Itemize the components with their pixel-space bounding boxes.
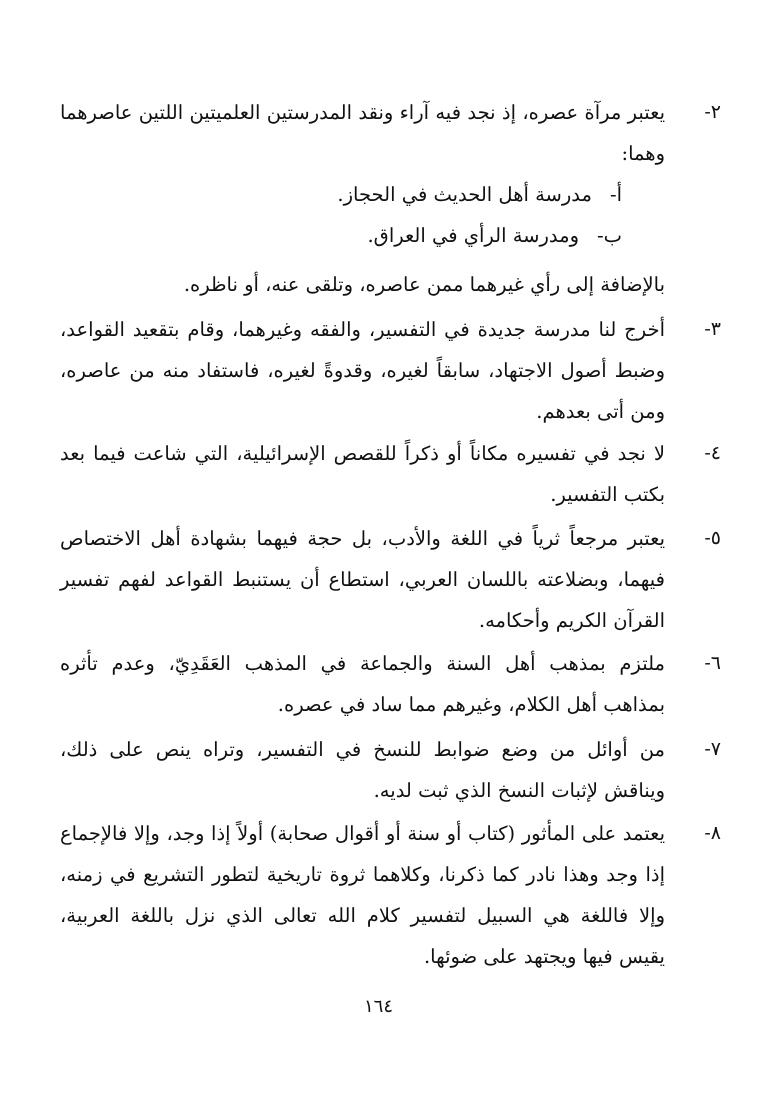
item-number: ٥- bbox=[704, 527, 721, 549]
list-item-2 bbox=[60, 92, 721, 174]
sub-item-a bbox=[337, 174, 622, 215]
sub-item-letter: أ- bbox=[609, 183, 622, 206]
item-number: ٢- bbox=[704, 101, 721, 123]
paragraph-text: بالإضافة إلى رأي غيرهما ممن عاصره، وتلقى عنه، أو ناظره. bbox=[183, 273, 665, 296]
item-text: من أوائل من وضع ضوابط للنسخ في التفسير، وتراه ينص على ذلك، ويناقش لإثبات النسخ الذي ثبت لديه. bbox=[60, 738, 665, 802]
item-text: يعتبر مرجعاً ثرياً في اللغة والأدب، بل حجة فيهما بشهادة أهل الاختصاص فيهما، وبضلاعته باللسان العربي، استطاع أن يستنبط القواعد لفهم تفسير القرآن الكريم وأحكامه. bbox=[60, 527, 665, 632]
paragraph-addition bbox=[184, 264, 665, 305]
list-item-7 bbox=[60, 729, 721, 811]
page-number: ١٦٤ bbox=[363, 996, 393, 1017]
sub-item-text: مدرسة أهل الحديث في الحجاز. bbox=[337, 183, 592, 206]
sub-item-text: ومدرسة الرأي في العراق. bbox=[367, 224, 580, 247]
item-number: ٤- bbox=[704, 442, 721, 464]
item-number: ٣- bbox=[704, 318, 721, 340]
list-item-8 bbox=[60, 813, 721, 977]
item-text: يعتمد على المأثور (كتاب أو سنة أو أقوال صحابة) أولاً إذا وجد، وإلا فالإجماع إذا وجد وهذا نادر كما ذكرنا، وكلاهما ثروة تاريخية لتطور التشريع في زمنه، وإلا فاللغة هي السبيل لتفسير كلام الله تعالى الذي نزل باللغة العربية، يقيس فيها ويجتهد على ضوئها. bbox=[60, 822, 665, 968]
list-item-5 bbox=[60, 518, 721, 641]
item-text: ملتزم بمذهب أهل السنة والجماعة في المذهب العَقَدِيّ، وعدم تأثره بمذاهب أهل الكلام، وغيرهم مما ساد في عصره. bbox=[60, 652, 665, 716]
sub-item-b bbox=[367, 215, 622, 256]
item-number: ٧- bbox=[704, 738, 721, 760]
list-item-3 bbox=[60, 309, 721, 432]
item-text: يعتبر مرآة عصره، إذ نجد فيه آراء ونقد المدرستين العلميتين اللتين عاصرهما وهما: bbox=[60, 101, 665, 165]
item-text: أخرج لنا مدرسة جديدة في التفسير، والفقه وغيرهما، وقام بتقعيد القواعد، وضبط أصول الاجتهاد، سابقاً لغيره، وقدوةً لغيره، فاستفاد منه من عاصره، ومن أتى بعدهم. bbox=[60, 318, 665, 423]
sub-item-letter: ب- bbox=[597, 224, 622, 247]
item-text: لا نجد في تفسيره مكاناً أو ذكراً للقصص الإسرائيلية، التي شاعت فيما بعد بكتب التفسير. bbox=[60, 442, 665, 506]
list-item-6 bbox=[60, 643, 721, 725]
list-item-4 bbox=[60, 433, 721, 515]
item-number: ٦- bbox=[704, 652, 721, 674]
item-number: ٨- bbox=[704, 822, 721, 844]
